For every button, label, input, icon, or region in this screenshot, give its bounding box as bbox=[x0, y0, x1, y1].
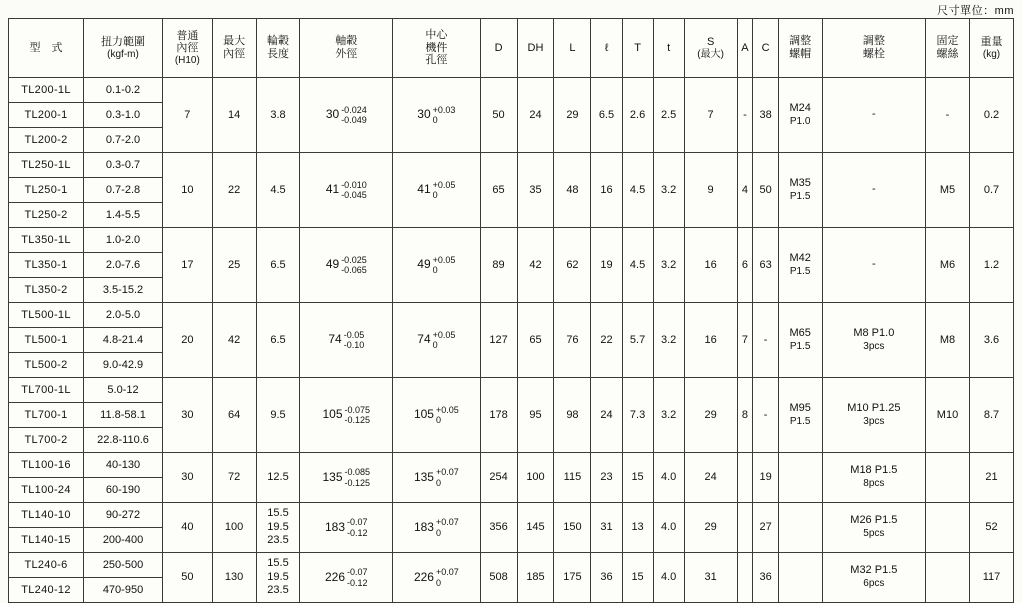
cell-center-hole: 135 +0.07 0 bbox=[393, 453, 480, 503]
cell-adjust-bolt: - bbox=[822, 78, 925, 153]
cell-D: 508 bbox=[480, 553, 517, 603]
cell-model: TL250-1L bbox=[9, 153, 84, 178]
cell-fix-screw: M5 bbox=[926, 153, 970, 228]
table-row bbox=[9, 553, 1014, 578]
cell-model: TL250-1 bbox=[9, 178, 84, 203]
header-hub-length: 輪轂 長度 bbox=[256, 19, 300, 78]
cell-torque: 40-130 bbox=[84, 453, 163, 478]
cell-model: TL700-2 bbox=[9, 428, 84, 453]
cell-torque: 0.3-0.7 bbox=[84, 153, 163, 178]
cell-A: 7 bbox=[737, 303, 753, 378]
cell-torque: 2.0-7.6 bbox=[84, 253, 163, 278]
cell-model: TL500-1L bbox=[9, 303, 84, 328]
cell-C: 27 bbox=[753, 503, 778, 553]
cell-hub-length: 6.5 bbox=[256, 228, 300, 303]
cell-S: 9 bbox=[684, 153, 737, 228]
cell-S: 7 bbox=[684, 78, 737, 153]
cell-center-hole: 41 +0.05 0 bbox=[393, 153, 480, 228]
cell-L: 48 bbox=[554, 153, 591, 228]
header-T: T bbox=[622, 19, 653, 78]
table-row bbox=[9, 78, 1014, 103]
cell-DH: 24 bbox=[517, 78, 554, 153]
header-torque: 扭力範圍 (kgf-m) bbox=[84, 19, 163, 78]
cell-torque: 1.0-2.0 bbox=[84, 228, 163, 253]
cell-T: 2.6 bbox=[622, 78, 653, 153]
cell-weight: 21 bbox=[969, 453, 1013, 503]
cell-L: 175 bbox=[554, 553, 591, 603]
table-row bbox=[9, 378, 1014, 403]
cell-D: 178 bbox=[480, 378, 517, 453]
cell-torque: 200-400 bbox=[84, 528, 163, 553]
header-S: S (最大) bbox=[684, 19, 737, 78]
cell-model: TL200-1L bbox=[9, 78, 84, 103]
header-A: A bbox=[737, 19, 753, 78]
cell-torque: 3.5-15.2 bbox=[84, 278, 163, 303]
cell-bore-h10: 7 bbox=[163, 78, 213, 153]
cell-fix-screw bbox=[926, 553, 970, 603]
cell-weight: 0.7 bbox=[969, 153, 1013, 228]
cell-bore-h10: 40 bbox=[163, 503, 213, 553]
cell-weight: 117 bbox=[969, 553, 1013, 603]
cell-model: TL350-1 bbox=[9, 253, 84, 278]
cell-L: 115 bbox=[554, 453, 591, 503]
cell-S: 24 bbox=[684, 453, 737, 503]
cell-model: TL500-2 bbox=[9, 353, 84, 378]
table-row bbox=[9, 153, 1014, 178]
cell-torque: 5.0-12 bbox=[84, 378, 163, 403]
cell-L: 98 bbox=[554, 378, 591, 453]
cell-torque: 0.1-0.2 bbox=[84, 78, 163, 103]
cell-bore-h10: 17 bbox=[163, 228, 213, 303]
cell-C: 19 bbox=[753, 453, 778, 503]
cell-l: 16 bbox=[591, 153, 622, 228]
cell-DH: 42 bbox=[517, 228, 554, 303]
cell-torque: 4.8-21.4 bbox=[84, 328, 163, 353]
cell-fix-screw: M8 bbox=[926, 303, 970, 378]
cell-T: 4.5 bbox=[622, 153, 653, 228]
cell-T: 13 bbox=[622, 503, 653, 553]
cell-center-hole: 183 +0.07 0 bbox=[393, 503, 480, 553]
cell-DH: 65 bbox=[517, 303, 554, 378]
cell-adjust-bolt: M26 P1.5 5pcs bbox=[822, 503, 925, 553]
cell-t: 4.0 bbox=[653, 553, 684, 603]
unit-note: 尺寸單位：mm bbox=[937, 5, 1014, 17]
cell-T: 15 bbox=[622, 453, 653, 503]
cell-t: 4.0 bbox=[653, 503, 684, 553]
cell-adjust-bolt: - bbox=[822, 153, 925, 228]
table-body bbox=[9, 78, 1014, 603]
cell-torque: 0.7-2.8 bbox=[84, 178, 163, 203]
cell-weight: 1.2 bbox=[969, 228, 1013, 303]
cell-hub-length: 9.5 bbox=[256, 378, 300, 453]
cell-C: - bbox=[753, 303, 778, 378]
cell-model: TL200-1 bbox=[9, 103, 84, 128]
header-weight: 重量 (kg) bbox=[969, 19, 1013, 78]
cell-bore-h10: 10 bbox=[163, 153, 213, 228]
cell-model: TL100-16 bbox=[9, 453, 84, 478]
table-row bbox=[9, 503, 1014, 528]
header-L: L bbox=[554, 19, 591, 78]
cell-D: 127 bbox=[480, 303, 517, 378]
cell-S: 29 bbox=[684, 503, 737, 553]
cell-max-bore: 42 bbox=[212, 303, 256, 378]
cell-max-bore: 22 bbox=[212, 153, 256, 228]
cell-max-bore: 100 bbox=[212, 503, 256, 553]
cell-t: 3.2 bbox=[653, 153, 684, 228]
header-t: t bbox=[653, 19, 684, 78]
cell-center-hole: 49 +0.05 0 bbox=[393, 228, 480, 303]
cell-center-hole: 226 +0.07 0 bbox=[393, 553, 480, 603]
cell-hub-od: 41 -0.010 -0.045 bbox=[300, 153, 393, 228]
cell-bore-h10: 50 bbox=[163, 553, 213, 603]
cell-model: TL140-15 bbox=[9, 528, 84, 553]
cell-torque: 2.0-5.0 bbox=[84, 303, 163, 328]
cell-DH: 95 bbox=[517, 378, 554, 453]
cell-hub-length: 15.5 19.5 23.5 bbox=[256, 503, 300, 553]
cell-hub-od: 49 -0.025 -0.065 bbox=[300, 228, 393, 303]
cell-L: 29 bbox=[554, 78, 591, 153]
cell-max-bore: 25 bbox=[212, 228, 256, 303]
cell-C: - bbox=[753, 378, 778, 453]
cell-fix-screw: M6 bbox=[926, 228, 970, 303]
cell-fix-screw: - bbox=[926, 78, 970, 153]
header-row bbox=[9, 19, 1014, 78]
header-C: C bbox=[753, 19, 778, 78]
header-hub-od: 軸轂 外徑 bbox=[300, 19, 393, 78]
table-row bbox=[9, 303, 1014, 328]
header-l: ℓ bbox=[591, 19, 622, 78]
cell-weight: 3.6 bbox=[969, 303, 1013, 378]
cell-bore-h10: 30 bbox=[163, 378, 213, 453]
table-row bbox=[9, 228, 1014, 253]
cell-weight: 0.2 bbox=[969, 78, 1013, 153]
cell-T: 15 bbox=[622, 553, 653, 603]
cell-l: 24 bbox=[591, 378, 622, 453]
cell-hub-od: 74 -0.05 -0.10 bbox=[300, 303, 393, 378]
cell-torque: 11.8-58.1 bbox=[84, 403, 163, 428]
cell-torque: 0.7-2.0 bbox=[84, 128, 163, 153]
header-adjust-bolt: 調整 螺栓 bbox=[822, 19, 925, 78]
cell-torque: 470-950 bbox=[84, 578, 163, 603]
cell-hub-od: 226 -0.07 -0.12 bbox=[300, 553, 393, 603]
cell-l: 31 bbox=[591, 503, 622, 553]
cell-l: 6.5 bbox=[591, 78, 622, 153]
cell-adjust-nut bbox=[778, 553, 822, 603]
cell-A: 4 bbox=[737, 153, 753, 228]
cell-hub-length: 4.5 bbox=[256, 153, 300, 228]
cell-model: TL240-12 bbox=[9, 578, 84, 603]
cell-model: TL350-1L bbox=[9, 228, 84, 253]
cell-torque: 60-190 bbox=[84, 478, 163, 503]
cell-adjust-nut bbox=[778, 503, 822, 553]
cell-center-hole: 30 +0.03 0 bbox=[393, 78, 480, 153]
cell-hub-od: 135 -0.085 -0.125 bbox=[300, 453, 393, 503]
cell-S: 16 bbox=[684, 303, 737, 378]
cell-DH: 100 bbox=[517, 453, 554, 503]
specification-table bbox=[8, 18, 1014, 603]
cell-torque: 1.4-5.5 bbox=[84, 203, 163, 228]
cell-adjust-nut: M42 P1.5 bbox=[778, 228, 822, 303]
cell-D: 254 bbox=[480, 453, 517, 503]
cell-adjust-bolt: - bbox=[822, 228, 925, 303]
cell-adjust-bolt: M32 P1.5 6pcs bbox=[822, 553, 925, 603]
cell-hub-length: 6.5 bbox=[256, 303, 300, 378]
header-DH: DH bbox=[517, 19, 554, 78]
cell-T: 5.7 bbox=[622, 303, 653, 378]
cell-torque: 90-272 bbox=[84, 503, 163, 528]
cell-l: 22 bbox=[591, 303, 622, 378]
table-row bbox=[9, 453, 1014, 478]
cell-C: 63 bbox=[753, 228, 778, 303]
cell-model: TL500-1 bbox=[9, 328, 84, 353]
cell-model: TL100-24 bbox=[9, 478, 84, 503]
cell-bore-h10: 20 bbox=[163, 303, 213, 378]
cell-L: 76 bbox=[554, 303, 591, 378]
cell-t: 3.2 bbox=[653, 228, 684, 303]
cell-model: TL140-10 bbox=[9, 503, 84, 528]
cell-adjust-nut: M95 P1.5 bbox=[778, 378, 822, 453]
cell-hub-od: 30 -0.024 -0.049 bbox=[300, 78, 393, 153]
cell-adjust-nut bbox=[778, 453, 822, 503]
cell-A bbox=[737, 553, 753, 603]
cell-max-bore: 130 bbox=[212, 553, 256, 603]
cell-hub-length: 12.5 bbox=[256, 453, 300, 503]
cell-A bbox=[737, 503, 753, 553]
header-model: 型 式 bbox=[9, 19, 84, 78]
cell-DH: 35 bbox=[517, 153, 554, 228]
cell-A bbox=[737, 453, 753, 503]
cell-adjust-nut: M35 P1.5 bbox=[778, 153, 822, 228]
cell-fix-screw bbox=[926, 503, 970, 553]
cell-D: 89 bbox=[480, 228, 517, 303]
cell-torque: 250-500 bbox=[84, 553, 163, 578]
cell-bore-h10: 30 bbox=[163, 453, 213, 503]
cell-S: 16 bbox=[684, 228, 737, 303]
cell-S: 31 bbox=[684, 553, 737, 603]
header-fix-screw: 固定 螺絲 bbox=[926, 19, 970, 78]
cell-L: 150 bbox=[554, 503, 591, 553]
cell-torque: 0.3-1.0 bbox=[84, 103, 163, 128]
cell-A: 6 bbox=[737, 228, 753, 303]
header-center-hole: 中心 機件 孔徑 bbox=[393, 19, 480, 78]
header-D: D bbox=[480, 19, 517, 78]
header-adjust-nut: 調整 螺帽 bbox=[778, 19, 822, 78]
cell-adjust-bolt: M10 P1.25 3pcs bbox=[822, 378, 925, 453]
cell-A: - bbox=[737, 78, 753, 153]
cell-t: 3.2 bbox=[653, 303, 684, 378]
cell-D: 65 bbox=[480, 153, 517, 228]
header-bore-h10: 普通 內徑 (H10) bbox=[163, 19, 213, 78]
cell-adjust-nut: M24 P1.0 bbox=[778, 78, 822, 153]
cell-T: 7.3 bbox=[622, 378, 653, 453]
cell-model: TL700-1L bbox=[9, 378, 84, 403]
cell-max-bore: 14 bbox=[212, 78, 256, 153]
cell-model: TL350-2 bbox=[9, 278, 84, 303]
cell-hub-od: 183 -0.07 -0.12 bbox=[300, 503, 393, 553]
cell-adjust-bolt: M18 P1.5 8pcs bbox=[822, 453, 925, 503]
cell-model: TL700-1 bbox=[9, 403, 84, 428]
cell-max-bore: 72 bbox=[212, 453, 256, 503]
cell-T: 4.5 bbox=[622, 228, 653, 303]
cell-fix-screw bbox=[926, 453, 970, 503]
cell-fix-screw: M10 bbox=[926, 378, 970, 453]
header-max-bore: 最大 內徑 bbox=[212, 19, 256, 78]
cell-D: 356 bbox=[480, 503, 517, 553]
cell-S: 29 bbox=[684, 378, 737, 453]
cell-weight: 52 bbox=[969, 503, 1013, 553]
cell-model: TL250-2 bbox=[9, 203, 84, 228]
cell-L: 62 bbox=[554, 228, 591, 303]
cell-C: 50 bbox=[753, 153, 778, 228]
cell-t: 3.2 bbox=[653, 378, 684, 453]
cell-torque: 22.8-110.6 bbox=[84, 428, 163, 453]
cell-D: 50 bbox=[480, 78, 517, 153]
cell-DH: 145 bbox=[517, 503, 554, 553]
cell-torque: 9.0-42.9 bbox=[84, 353, 163, 378]
cell-hub-od: 105 -0.075 -0.125 bbox=[300, 378, 393, 453]
cell-adjust-bolt: M8 P1.0 3pcs bbox=[822, 303, 925, 378]
cell-weight: 8.7 bbox=[969, 378, 1013, 453]
cell-DH: 185 bbox=[517, 553, 554, 603]
cell-adjust-nut: M65 P1.5 bbox=[778, 303, 822, 378]
cell-hub-length: 15.5 19.5 23.5 bbox=[256, 553, 300, 603]
cell-t: 4.0 bbox=[653, 453, 684, 503]
cell-max-bore: 64 bbox=[212, 378, 256, 453]
cell-C: 38 bbox=[753, 78, 778, 153]
cell-l: 19 bbox=[591, 228, 622, 303]
table-header bbox=[9, 19, 1014, 78]
cell-model: TL200-2 bbox=[9, 128, 84, 153]
cell-A: 8 bbox=[737, 378, 753, 453]
cell-center-hole: 74 +0.05 0 bbox=[393, 303, 480, 378]
cell-l: 23 bbox=[591, 453, 622, 503]
cell-center-hole: 105 +0.05 0 bbox=[393, 378, 480, 453]
cell-t: 2.5 bbox=[653, 78, 684, 153]
cell-C: 36 bbox=[753, 553, 778, 603]
cell-model: TL240-6 bbox=[9, 553, 84, 578]
cell-l: 36 bbox=[591, 553, 622, 603]
cell-hub-length: 3.8 bbox=[256, 78, 300, 153]
